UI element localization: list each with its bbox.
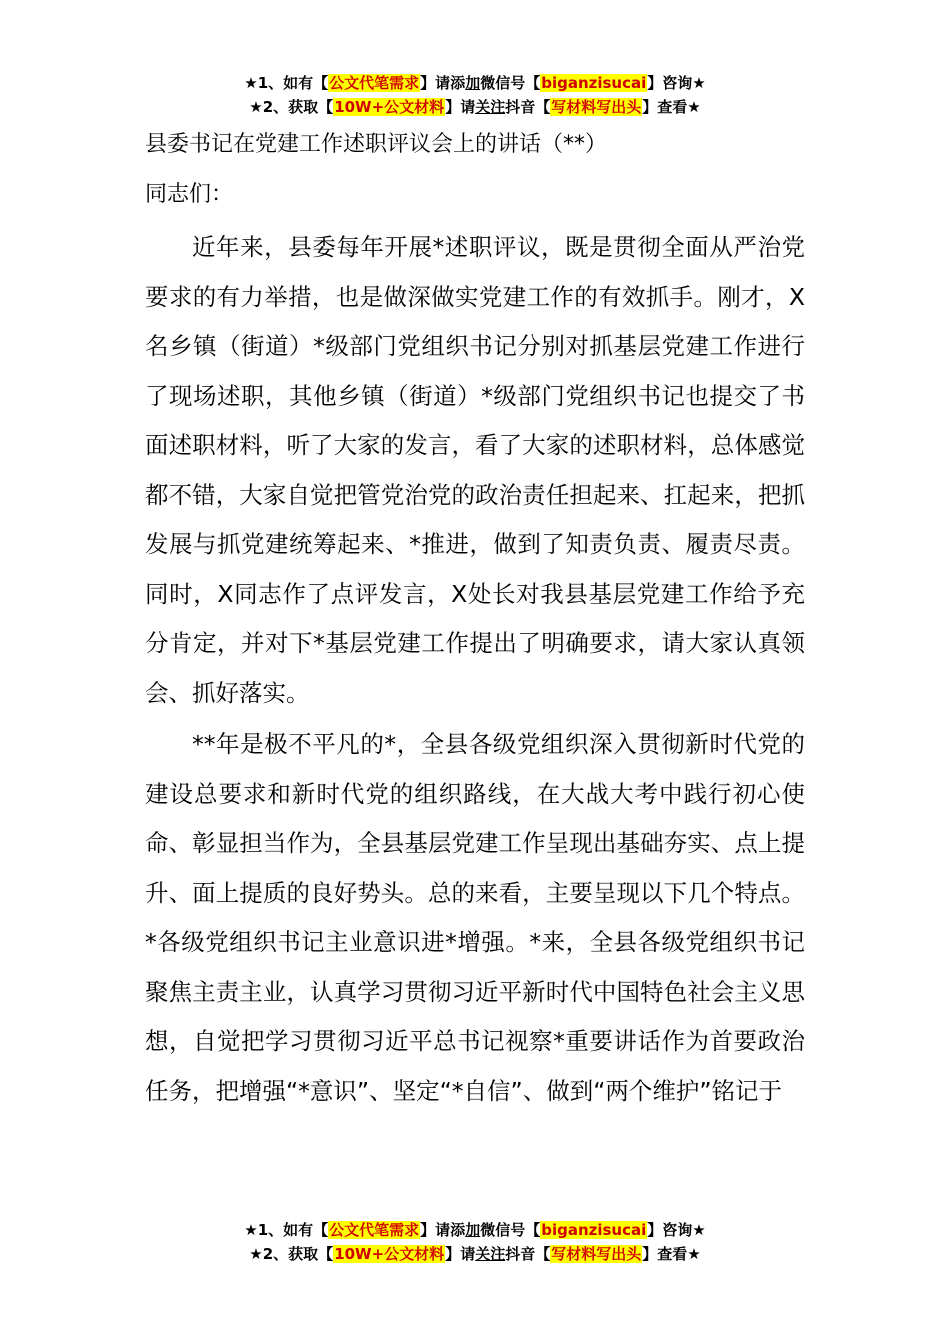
- banner-line-2: ★2、获取【10W+公文材料】请关注抖音【写材料写出头】查看★: [249, 98, 701, 116]
- document-body: [145, 223, 805, 1116]
- highlight-materials: 10W+公文材料: [334, 1245, 445, 1263]
- highlight-service: 公文代笔需求: [329, 74, 420, 92]
- highlight-douyin: 写材料写出头: [551, 1245, 642, 1263]
- highlight-wechat-id: biganzisucai: [541, 74, 647, 92]
- banner-line-2: ★2、获取【10W+公文材料】请关注抖音【写材料写出头】查看★: [249, 1245, 701, 1263]
- top-banner: [0, 71, 950, 119]
- highlight-wechat-id: biganzisucai: [541, 1221, 647, 1239]
- highlight-materials: 10W+公文材料: [334, 98, 445, 116]
- highlight-service: 公文代笔需求: [329, 1221, 420, 1239]
- bottom-banner: [0, 1218, 950, 1266]
- banner-line-1: ★1、如有【公文代笔需求】请添加微信号【biganzisucai】咨询★: [244, 1221, 706, 1239]
- document-title: 县委书记在党建工作述职评议会上的讲话（**）: [145, 132, 608, 157]
- banner-line-1: ★1、如有【公文代笔需求】请添加微信号【biganzisucai】咨询★: [244, 74, 706, 92]
- highlight-douyin: 写材料写出头: [551, 98, 642, 116]
- paragraph-1: 近年来，县委每年开展*述职评议，既是贯彻全面从严治党要求的有力举措，也是做深做实党建工作的有效抓手。刚才，X名乡镇（街道）*级部门党组织书记分别对抓基层党建工作进行了现场述职，其他乡镇（街道）*级部门党组织书记也提交了书面述职材料，听了大家的发言，看了大家的述职材料，总体感觉都不错，大家自觉把管党治党的政治责任担起来、扛起来，把抓发展与抓党建统筹起来、*推进，做到了知责负责、履责尽责。同时，X同志作了点评发言，X处长对我县基层党建工作给予充分肯定，并对下*基层党建工作提出了明确要求，请大家认真领会、抓好落实。: [145, 233, 805, 707]
- paragraph-2: **年是极不平凡的*，全县各级党组织深入贯彻新时代党的建设总要求和新时代党的组织路线，在大战大考中践行初心使命、彰显担当作为，全县基层党建工作呈现出基础夯实、点上提升、面上提质的良好势头。总的来看，主要呈现以下几个特点。*各级党组织书记主业意识进*增强。*来，全县各级党组织书记聚焦主责主业，认真学习贯彻习近平新时代中国特色社会主义思想，自觉把学习贯彻习近平总书记视察*重要讲话作为首要政治任务，把增强“*意识”、坚定“*自信”、做到“两个维护”铭记于: [145, 730, 805, 1105]
- greeting: 同志们：: [145, 182, 234, 207]
